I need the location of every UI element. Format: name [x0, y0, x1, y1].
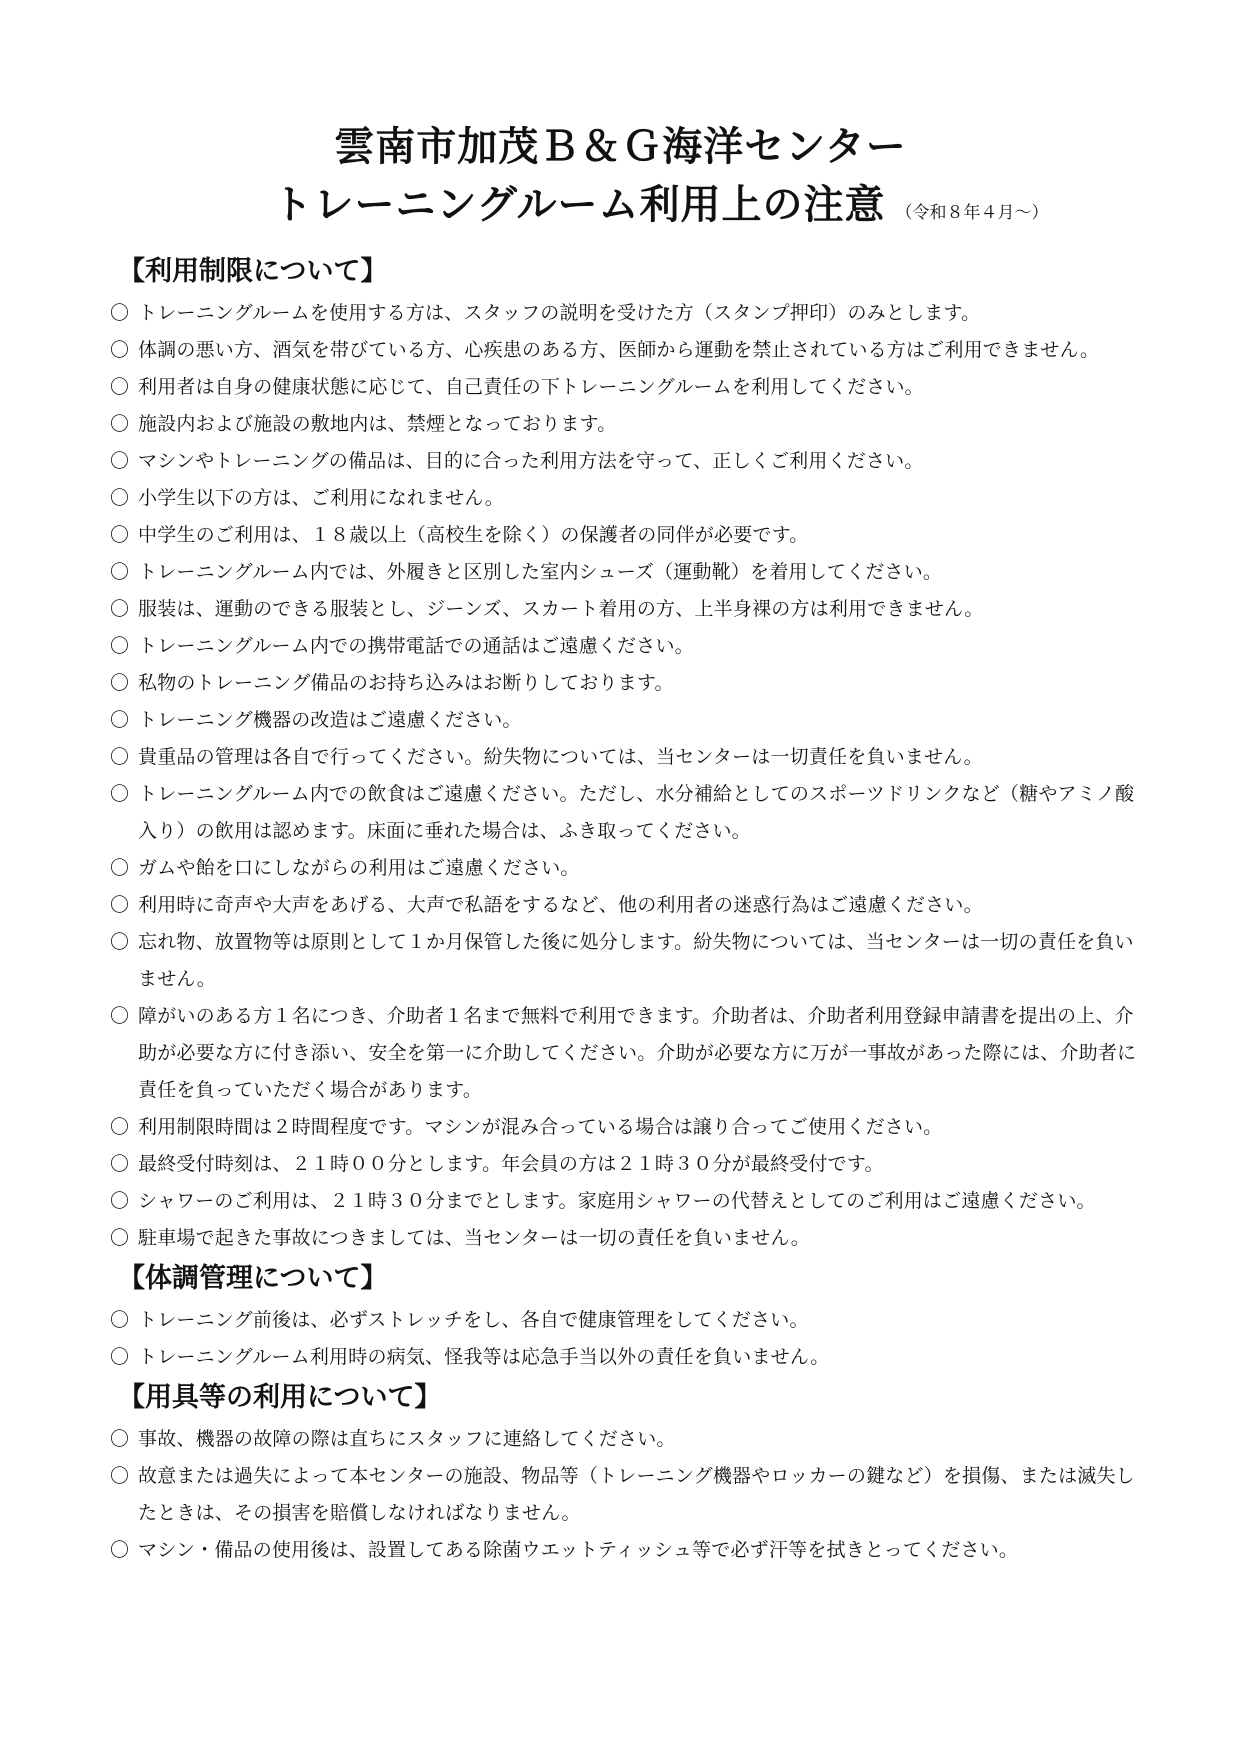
- rule-text: ガムや飴を口にしながらの利用はご遠慮ください。: [138, 857, 580, 879]
- bullet-mark: 〇: [110, 339, 130, 361]
- rule-text: 施設内および施設の敷地内は、禁煙となっております。: [138, 413, 617, 435]
- bullet-mark: 〇: [110, 635, 130, 657]
- rule-text: トレーニングルーム内では、外履きと区別した室内シューズ（運動靴）を着用してください。: [138, 561, 943, 583]
- rule-item: [110, 517, 1140, 554]
- rule-text: 駐車場で起きた事故につきましては、当センターは一切の責任を負いません。: [138, 1227, 811, 1249]
- bullet-mark: 〇: [110, 487, 130, 509]
- rule-item: [110, 443, 1140, 480]
- section-heading-health-management: 【体調管理について】: [118, 1263, 388, 1294]
- bullet-mark: 〇: [110, 1346, 130, 1368]
- rule-item: [110, 1458, 1140, 1532]
- rule-text: マシンやトレーニングの備品は、目的に合った利用方法を守って、正しくご利用ください。: [138, 450, 924, 472]
- rule-item: [110, 406, 1140, 443]
- rules-content: [110, 252, 1140, 1569]
- bullet-mark: 〇: [110, 1465, 130, 1487]
- bullet-mark: 〇: [110, 1539, 130, 1561]
- rule-text: 服装は、運動のできる服装とし、ジーンズ、スカート着用の方、上半身裸の方は利用できません。: [138, 598, 984, 620]
- rule-text: 最終受付時刻は、２１時００分とします。年会員の方は２１時３０分が最終受付です。: [138, 1153, 884, 1175]
- rule-text: 貴重品の管理は各自で行ってください。紛失物については、当センターは一切責任を負いません。: [138, 746, 983, 768]
- rule-item: [110, 665, 1140, 702]
- section-heading-usage-restrictions: 【利用制限について】: [118, 256, 388, 287]
- rule-item: [110, 776, 1140, 850]
- rule-item: [110, 702, 1140, 739]
- page-title: 雲南市加茂Ｂ＆Ｇ海洋センター: [334, 123, 907, 170]
- rule-text: 事故、機器の故障の際は直ちにスタッフに連絡してください。: [138, 1428, 676, 1450]
- bullet-mark: 〇: [110, 894, 130, 916]
- title-block: [0, 118, 1241, 242]
- rule-text: トレーニングルーム内での飲食はご遠慮ください。ただし、水分補給としてのスポーツドリンクなど（糖やアミノ酸入り）の飲用は認めます。床面に垂れた場合は、ふき取ってください。: [138, 783, 1135, 842]
- rule-text: 私物のトレーニング備品のお持ち込みはお断りしております。: [138, 672, 674, 694]
- bullet-mark: 〇: [110, 450, 130, 472]
- rule-text: 利用制限時間は２時間程度です。マシンが混み合っている場合は譲り合ってご使用ください。: [138, 1116, 943, 1138]
- rule-item: [110, 480, 1140, 517]
- rule-item: [110, 591, 1140, 628]
- bullet-mark: 〇: [110, 1116, 130, 1138]
- bullet-mark: 〇: [110, 931, 130, 953]
- rule-item: [110, 1220, 1140, 1257]
- rule-text: トレーニングルーム利用時の病気、怪我等は応急手当以外の責任を負いません。: [138, 1346, 830, 1368]
- bullet-mark: 〇: [110, 376, 130, 398]
- rule-text: 故意または過失によって本センターの施設、物品等（トレーニング機器やロッカーの鍵など）を損傷、または滅失したときは、その損害を賠償しなければなりません。: [138, 1465, 1135, 1524]
- rule-text: マシン・備品の使用後は、設置してある除菌ウエットティッシュ等で必ず汗等を拭きとってください。: [138, 1539, 1019, 1561]
- rule-text: トレーニング機器の改造はご遠慮ください。: [138, 709, 522, 731]
- bullet-mark: 〇: [110, 672, 130, 694]
- rule-text: 中学生のご利用は、１８歳以上（高校生を除く）の保護者の同伴が必要です。: [138, 524, 809, 546]
- rule-item: [110, 1421, 1140, 1458]
- bullet-mark: 〇: [110, 524, 130, 546]
- bullet-mark: 〇: [110, 1190, 130, 1212]
- rule-item: [110, 1183, 1140, 1220]
- rule-text: 忘れ物、放置物等は原則として１か月保管した後に処分します。紛失物については、当センターは一切の責任を負いません。: [138, 931, 1134, 990]
- bullet-mark: 〇: [110, 709, 130, 731]
- rule-item: [110, 332, 1140, 369]
- rule-text: 体調の悪い方、酒気を帯びている方、心疾患のある方、医師から運動を禁止されている方はご利用できません。: [138, 339, 1100, 361]
- bullet-mark: 〇: [110, 302, 130, 324]
- bullet-mark: 〇: [110, 1005, 130, 1027]
- rule-item: [110, 924, 1140, 998]
- rule-item: [110, 628, 1140, 665]
- rule-item: [110, 887, 1140, 924]
- bullet-mark: 〇: [110, 561, 130, 583]
- rule-text: シャワーのご利用は、２１時３０分までとします。家庭用シャワーの代替えとしてのご利用はご遠慮ください。: [138, 1190, 1096, 1212]
- rule-item: [110, 1339, 1140, 1376]
- page-subtitle: [40, 176, 1241, 242]
- rule-item: [110, 739, 1140, 776]
- bullet-mark: 〇: [110, 746, 130, 768]
- rule-item: [110, 998, 1140, 1109]
- bullet-mark: 〇: [110, 1153, 130, 1175]
- rule-text: 小学生以下の方は、ご利用になれません。: [138, 487, 504, 509]
- rule-item: [110, 295, 1140, 332]
- rule-item: [110, 1146, 1140, 1183]
- rule-text: 利用時に奇声や大声をあげる、大声で私語をするなど、他の利用者の迷惑行為はご遠慮ください。: [138, 894, 983, 916]
- bullet-mark: 〇: [110, 783, 130, 805]
- bullet-mark: 〇: [110, 1309, 130, 1331]
- rule-text: トレーニング前後は、必ずストレッチをし、各自で健康管理をしてください。: [138, 1309, 809, 1331]
- effective-date-note: （令和８年４月～）: [895, 203, 1049, 223]
- page-subtitle-text: トレーニングルーム利用上の注意: [272, 181, 886, 228]
- rule-item: [110, 369, 1140, 406]
- rule-text: 利用者は自身の健康状態に応じて、自己責任の下トレーニングルームを利用してください。: [138, 376, 924, 398]
- bullet-mark: 〇: [110, 413, 130, 435]
- rule-text: トレーニングルームを使用する方は、スタッフの説明を受けた方（スタンプ押印）のみとします。: [138, 302, 981, 324]
- rule-item: [110, 850, 1140, 887]
- bullet-mark: 〇: [110, 598, 130, 620]
- rule-item: [110, 1302, 1140, 1339]
- section-heading-equipment-use: 【用具等の利用について】: [118, 1382, 442, 1413]
- rule-item: [110, 1532, 1140, 1569]
- rule-item: [110, 1109, 1140, 1146]
- bullet-mark: 〇: [110, 1428, 130, 1450]
- rule-text: 障がいのある方１名につき、介助者１名まで無料で利用できます。介助者は、介助者利用登録申請書を提出の上、介助が必要な方に付き添い、安全を第一に介助してください。介助が必要な方に万が一事故があった際には、介助者に責任を負っていただく場合があります。: [138, 1005, 1137, 1101]
- bullet-mark: 〇: [110, 1227, 130, 1249]
- bullet-mark: 〇: [110, 857, 130, 879]
- rule-text: トレーニングルーム内での携帯電話での通話はご遠慮ください。: [138, 635, 694, 657]
- rule-item: [110, 554, 1140, 591]
